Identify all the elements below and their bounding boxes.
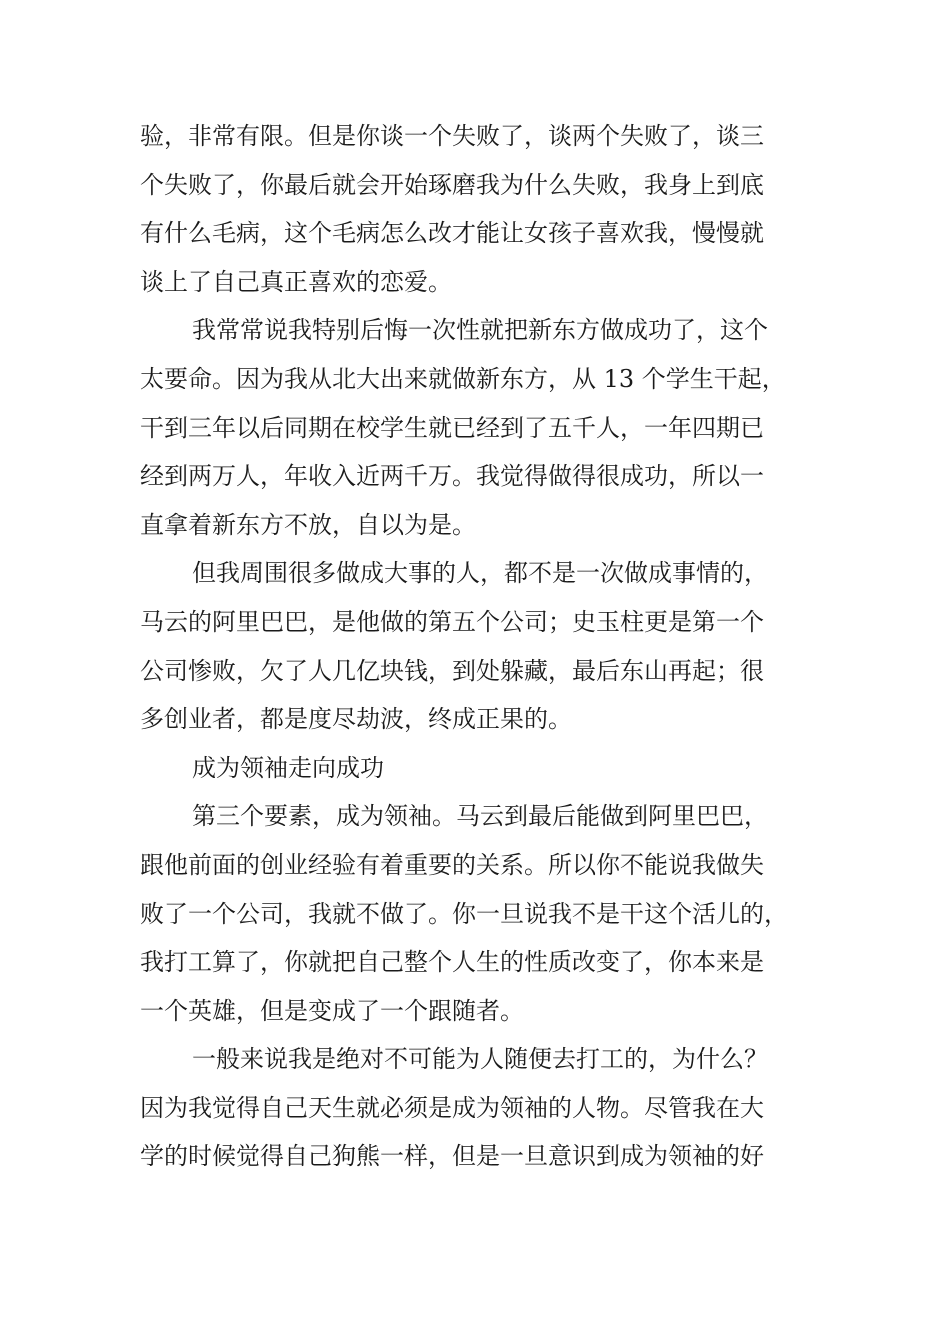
text-line: 跟他前面的创业经验有着重要的关系。所以你不能说我做失 [140, 850, 764, 879]
text-line: 因为我觉得自己天生就必须是成为领袖的人物。尽管我在大 [140, 1093, 764, 1122]
text-line: 学的时候觉得自己狗熊一样，但是一旦意识到成为领袖的好 [140, 1142, 764, 1171]
text-line: 太要命。因为我从北大出来就做新东方，从 13 个学生干起， [140, 364, 786, 393]
text-line: 我打工算了，你就把自己整个人生的性质改变了，你本来是 [140, 948, 764, 977]
text-line: 经到两万人，年收入近两千万。我觉得做得很成功，所以一 [140, 462, 764, 491]
text-line: 败了一个公司，我就不做了。你一旦说我不是干这个活儿的， [140, 899, 788, 928]
text-line: 直拿着新东方不放，自以为是。 [140, 510, 476, 539]
text-line: 有什么毛病，这个毛病怎么改才能让女孩子喜欢我，慢慢就 [140, 219, 764, 248]
text-line: 个失败了，你最后就会开始琢磨我为什么失败，我身上到底 [140, 170, 764, 199]
text-line: 马云的阿里巴巴，是他做的第五个公司；史玉柱更是第一个 [140, 607, 764, 636]
text-line: 公司惨败，欠了人几亿块钱，到处躲藏，最后东山再起；很 [140, 656, 764, 685]
text-line: 干到三年以后同期在校学生就已经到了五千人，一年四期已 [140, 413, 764, 442]
document-body [140, 112, 820, 1181]
paragraph-first-line: 第三个要素，成为领袖。马云到最后能做到阿里巴巴， [192, 802, 768, 831]
paragraph-first-line: 我常常说我特别后悔一次性就把新东方做成功了，这个 [192, 316, 768, 345]
text-line: 一个英雄，但是变成了一个跟随者。 [140, 996, 524, 1025]
text-line: 多创业者，都是度尽劫波，终成正果的。 [140, 705, 572, 734]
text-line: 谈上了自己真正喜欢的恋爱。 [140, 267, 452, 296]
paragraph-first-line: 一般来说我是绝对不可能为人随便去打工的，为什么？ [192, 1045, 768, 1074]
section-heading: 成为领袖走向成功 [192, 753, 384, 782]
text-line: 验，非常有限。但是你谈一个失败了，谈两个失败了，谈三 [140, 122, 764, 150]
paragraph-first-line: 但我周围很多做成大事的人，都不是一次做成事情的， [192, 559, 768, 588]
